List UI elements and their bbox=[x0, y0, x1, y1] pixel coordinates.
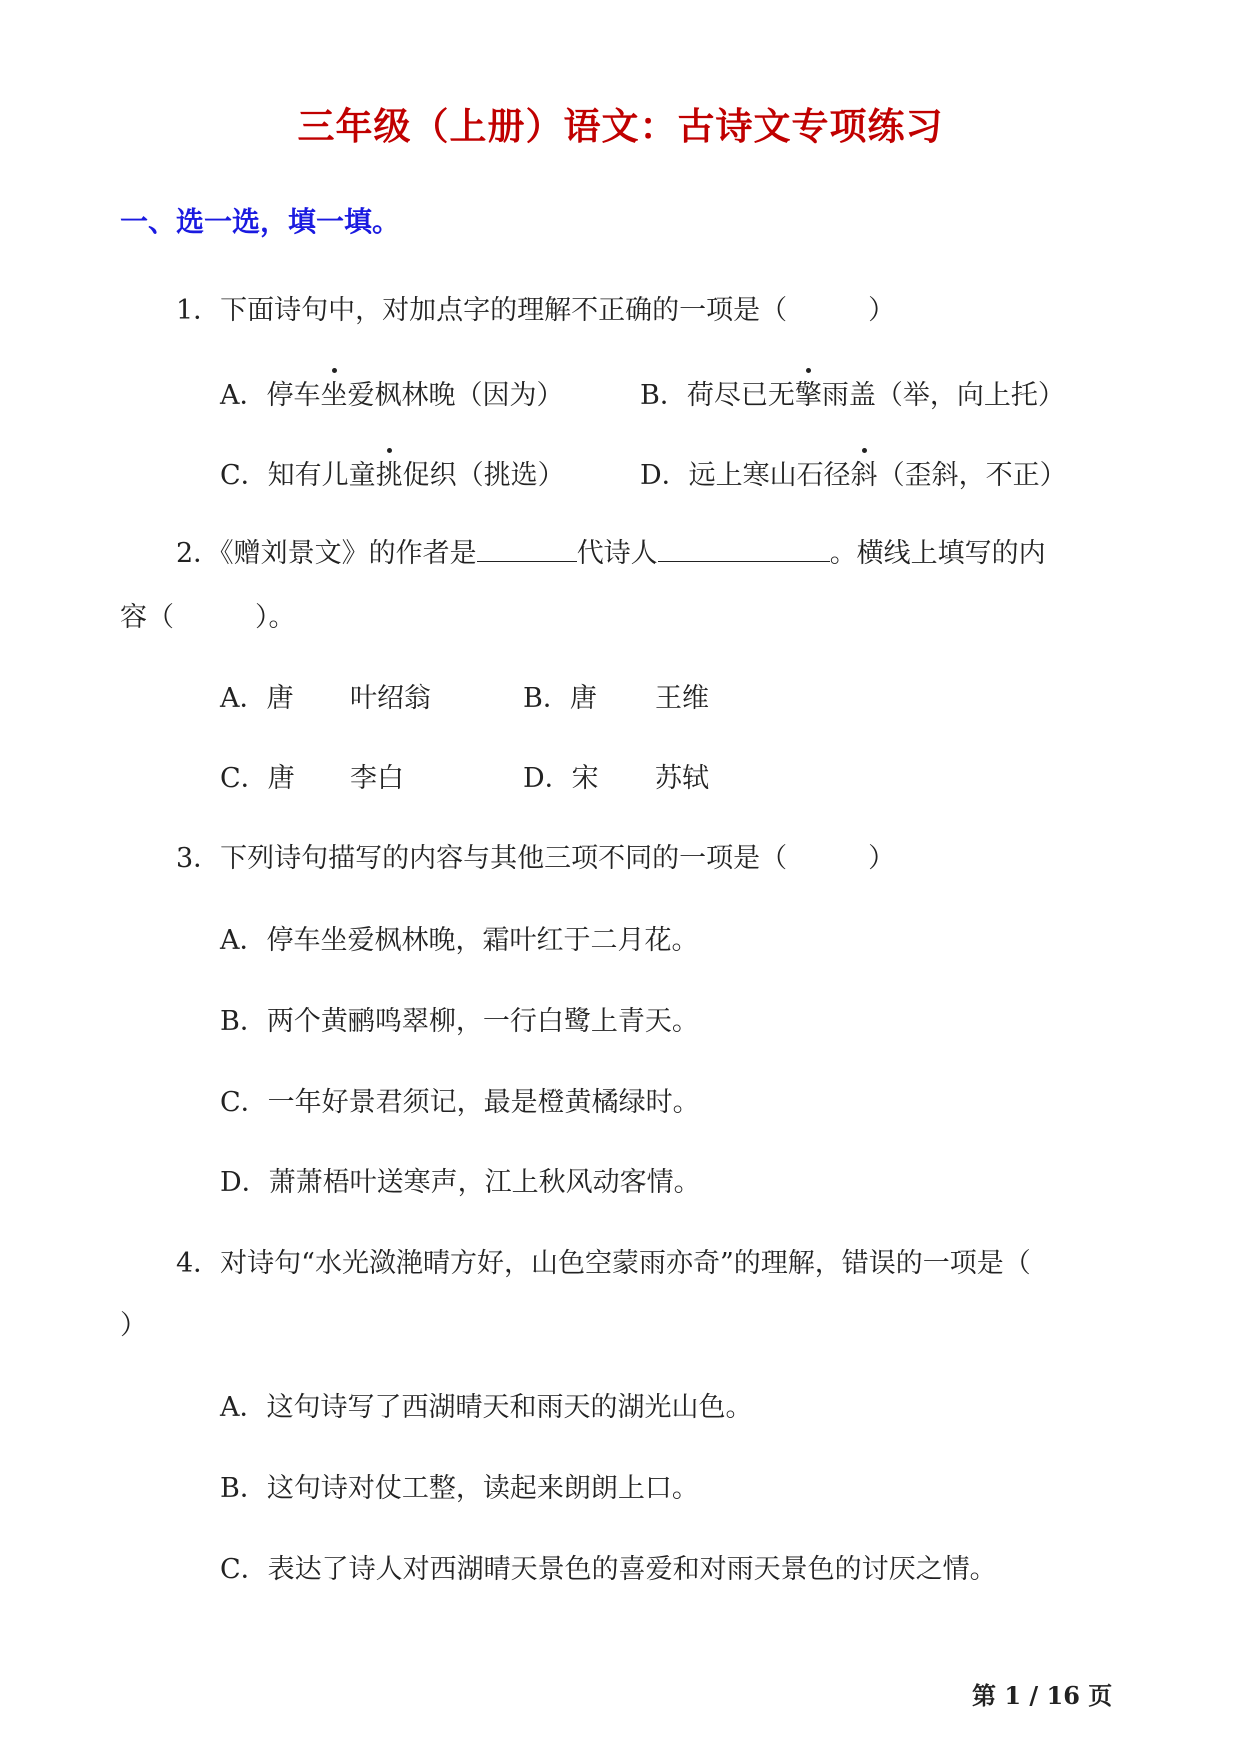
dotted-char: 斜 bbox=[850, 460, 878, 491]
option-c: C．知有儿童挑促织（挑选） bbox=[220, 460, 565, 491]
question-3-option-a: A．停车坐爱枫林晚，霜叶红于二月花。 bbox=[220, 925, 699, 956]
question-3-option-b: B．两个黄鹂鸣翠柳，一行白鹭上青天。 bbox=[220, 1006, 699, 1037]
option-d-name: 苏轼 bbox=[655, 763, 709, 794]
question-3-option-d: D．萧萧梧叶送寒声，江上秋风动客情。 bbox=[220, 1167, 701, 1198]
question-1-stem: 1．下面诗句中，对加点字的理解不正确的一项是（ ） bbox=[176, 295, 896, 326]
page-number: 第 1 / 16 页 bbox=[972, 1681, 1113, 1710]
question-4-stem-cont: ） bbox=[120, 1310, 147, 1341]
option-b: B．荷尽已无擎雨盖（举，向上托） bbox=[640, 380, 1065, 411]
option-b-name: 王维 bbox=[655, 683, 709, 714]
option-d-label: D．宋 bbox=[523, 763, 599, 794]
option-b-label: B．唐 bbox=[523, 683, 597, 714]
question-4-stem: 4．对诗句“水光潋滟晴方好，山色空蒙雨亦奇”的理解，错误的一项是（ bbox=[176, 1248, 1031, 1279]
question-4-option-b: B．这句诗对仗工整，读起来朗朗上口。 bbox=[220, 1473, 699, 1504]
option-a-label: A．唐 bbox=[220, 683, 294, 714]
question-3-stem: 3．下列诗句描写的内容与其他三项不同的一项是（ ） bbox=[176, 843, 896, 874]
answer-blank bbox=[477, 560, 577, 562]
option-a-name: 叶绍翁 bbox=[350, 683, 431, 714]
dotted-char: 擎 bbox=[794, 380, 822, 411]
question-4-option-a: A．这句诗写了西湖晴天和雨天的湖光山色。 bbox=[220, 1392, 753, 1423]
option-a: A．停车坐爱枫林晚（因为） bbox=[220, 380, 564, 411]
question-2-stem: 2．《赠刘景文》的作者是 代诗人 。横线上填写的内 bbox=[176, 538, 1046, 569]
question-3-option-c: C．一年好景君须记，最是橙黄橘绿时。 bbox=[220, 1087, 700, 1118]
option-c-name: 李白 bbox=[350, 763, 404, 794]
option-d: D．远上寒山石径斜（歪斜，不正） bbox=[640, 460, 1067, 491]
dotted-char: 挑 bbox=[375, 460, 403, 491]
dotted-char: 坐 bbox=[320, 380, 348, 411]
option-c-label: C．唐 bbox=[220, 763, 295, 794]
question-2-stem-cont: 容（ ）。 bbox=[120, 602, 296, 633]
page-title: 三年级（上册）语文：古诗文专项练习 bbox=[297, 104, 944, 148]
section-heading: 一、选一选，填一填。 bbox=[120, 205, 401, 238]
question-4-option-c: C．表达了诗人对西湖晴天景色的喜爱和对雨天景色的讨厌之情。 bbox=[220, 1554, 997, 1585]
answer-blank bbox=[658, 560, 830, 562]
